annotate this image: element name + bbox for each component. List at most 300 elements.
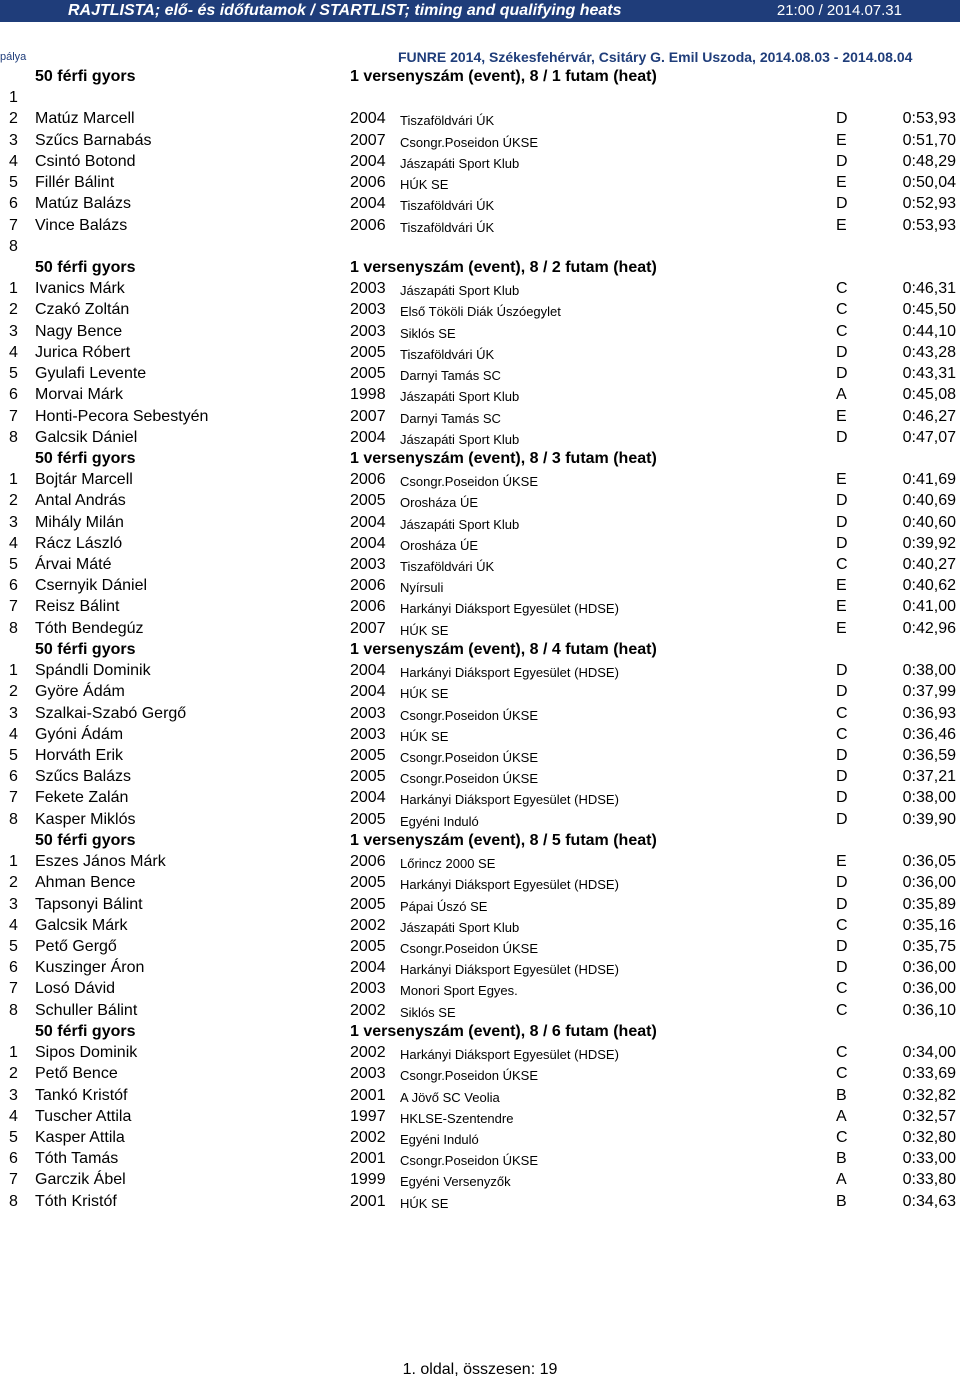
club-name: Harkányi Diáksport Egyesület (HDSE) bbox=[400, 877, 619, 893]
swimmer-name: Morvai Márk bbox=[35, 386, 124, 404]
club-name: Egyéni Induló bbox=[400, 813, 479, 829]
birth-year: 2005 bbox=[350, 937, 386, 955]
entry-time: 0:39,92 bbox=[902, 534, 956, 552]
club-name: A Jövő SC Veolia bbox=[400, 1089, 500, 1105]
club-name: Csongr.Poseidon ÚKSE bbox=[400, 771, 539, 787]
table-row bbox=[0, 1106, 960, 1127]
table-row bbox=[0, 1191, 960, 1212]
swimmer-name: Gyulafi Levente bbox=[35, 365, 147, 383]
age-category: C bbox=[836, 704, 848, 722]
event-name: 50 férfi gyors bbox=[35, 449, 136, 467]
age-category: C bbox=[836, 980, 848, 998]
birth-year: 2004 bbox=[350, 110, 386, 128]
report-title: RAJTLISTA; elő- és időfutamok / STARTLIST; timing and qualifying heats bbox=[68, 2, 622, 19]
club-name: Csongr.Poseidon ÚKSE bbox=[400, 940, 539, 956]
table-row bbox=[0, 575, 960, 596]
lane-number: 2 bbox=[9, 301, 18, 319]
lane-number: 5 bbox=[9, 365, 18, 383]
age-category: E bbox=[836, 131, 847, 149]
birth-year: 2003 bbox=[350, 280, 386, 298]
age-category: D bbox=[836, 365, 848, 383]
entry-time: 0:41,69 bbox=[902, 471, 956, 489]
age-category: C bbox=[836, 1065, 848, 1083]
heat-info: 1 versenyszám (event), 8 / 5 futam (heat) bbox=[350, 831, 657, 849]
report-banner bbox=[0, 0, 960, 22]
swimmer-name: Pető Gergő bbox=[35, 937, 117, 955]
club-name: HÚK SE bbox=[400, 1195, 449, 1211]
entry-time: 0:40,60 bbox=[902, 513, 956, 531]
age-category: A bbox=[836, 1107, 847, 1125]
age-category: D bbox=[836, 662, 848, 680]
entry-time: 0:53,93 bbox=[902, 110, 956, 128]
lane-number: 1 bbox=[9, 89, 18, 107]
birth-year: 2004 bbox=[350, 428, 386, 446]
entry-time: 0:45,50 bbox=[902, 301, 956, 319]
club-name: Csongr.Poseidon ÚKSE bbox=[400, 1153, 539, 1169]
age-category: E bbox=[836, 577, 847, 595]
lane-number: 6 bbox=[9, 959, 18, 977]
age-category: D bbox=[836, 428, 848, 446]
age-category: D bbox=[836, 152, 848, 170]
entry-time: 0:45,08 bbox=[902, 386, 956, 404]
page-footer: 1. oldal, összesen: 19 bbox=[402, 1361, 558, 1378]
swimmer-name: Horváth Erik bbox=[35, 747, 124, 764]
club-name: Jászapáti Sport Klub bbox=[400, 389, 520, 405]
table-row bbox=[0, 215, 960, 236]
swimmer-name: Tankó Kristóf bbox=[35, 1086, 128, 1104]
swimmer-name: Kuszinger Áron bbox=[35, 959, 145, 977]
club-name: Csongr.Poseidon ÚKSE bbox=[400, 707, 539, 723]
lane-number: 4 bbox=[9, 1107, 18, 1125]
age-category: D bbox=[836, 534, 848, 552]
entry-time: 0:50,04 bbox=[902, 174, 956, 192]
age-category: D bbox=[836, 195, 848, 213]
swimmer-name: Matúz Marcell bbox=[35, 110, 135, 128]
swimmer-name: Ahman Bence bbox=[35, 874, 136, 892]
birth-year: 2002 bbox=[350, 916, 386, 934]
age-category: B bbox=[836, 1192, 847, 1210]
club-name: HÚK SE bbox=[400, 686, 449, 702]
swimmer-name: Gyóni Ádám bbox=[35, 725, 124, 743]
birth-year: 2005 bbox=[350, 768, 386, 786]
lane-number: 3 bbox=[9, 1086, 18, 1104]
swimmer-name: Galcsik Márk bbox=[35, 916, 128, 934]
age-category: E bbox=[836, 407, 847, 425]
club-name: Harkányi Diáksport Egyesület (HDSE) bbox=[400, 1047, 619, 1063]
entry-time: 0:36,00 bbox=[902, 980, 956, 998]
heat-info: 1 versenyszám (event), 8 / 4 futam (heat) bbox=[350, 640, 657, 658]
birth-year: 2002 bbox=[350, 1001, 386, 1019]
club-name: Csongr.Poseidon ÚKSE bbox=[400, 1068, 539, 1084]
lane-number: 4 bbox=[9, 343, 18, 361]
table-row bbox=[0, 384, 960, 405]
age-category: D bbox=[836, 874, 848, 892]
heat-info: 1 versenyszám (event), 8 / 1 futam (heat) bbox=[350, 68, 657, 85]
entry-time: 0:33,80 bbox=[902, 1171, 956, 1189]
lane-number: 3 bbox=[9, 322, 18, 340]
lane-number: 1 bbox=[9, 662, 18, 680]
lane-number: 7 bbox=[9, 216, 18, 234]
heat-info: 1 versenyszám (event), 8 / 2 futam (heat) bbox=[350, 258, 657, 276]
club-name: Harkányi Diáksport Egyesület (HDSE) bbox=[400, 792, 619, 808]
age-category: D bbox=[836, 810, 848, 828]
table-row bbox=[0, 1127, 960, 1148]
swimmer-name: Tóth Bendegúz bbox=[35, 619, 144, 637]
table-row bbox=[0, 660, 960, 681]
club-name: Egyéni Versenyzők bbox=[400, 1174, 511, 1190]
club-name: HÚK SE bbox=[400, 728, 449, 744]
entry-time: 0:36,59 bbox=[902, 747, 956, 764]
swimmer-name: Tóth Tamás bbox=[35, 1150, 119, 1168]
lane-number: 6 bbox=[9, 386, 18, 404]
age-category: D bbox=[836, 492, 848, 510]
birth-year: 2003 bbox=[350, 704, 386, 722]
heat-info: 1 versenyszám (event), 8 / 6 futam (heat) bbox=[350, 1022, 657, 1040]
club-name: Jászapáti Sport Klub bbox=[400, 919, 520, 935]
club-name: Siklós SE bbox=[400, 1004, 456, 1020]
table-row bbox=[0, 406, 960, 427]
age-category: D bbox=[836, 343, 848, 361]
swimmer-name: Árvai Máté bbox=[35, 556, 112, 574]
lane-number: 8 bbox=[9, 237, 18, 255]
club-name: Orosháza ÚE bbox=[400, 537, 479, 553]
birth-year: 2004 bbox=[350, 789, 386, 807]
age-category: C bbox=[836, 322, 848, 340]
entry-time: 0:35,16 bbox=[902, 916, 956, 934]
lane-number: 2 bbox=[9, 683, 18, 701]
club-name: Tiszaföldvári ÚK bbox=[400, 346, 495, 362]
entry-time: 0:42,96 bbox=[902, 619, 956, 637]
entry-time: 0:40,69 bbox=[902, 492, 956, 510]
lane-number: 2 bbox=[9, 874, 18, 892]
lane-number: 1 bbox=[9, 853, 18, 871]
heat-header bbox=[0, 257, 960, 278]
birth-year: 2003 bbox=[350, 980, 386, 998]
lane-number: 5 bbox=[9, 556, 18, 574]
birth-year: 2007 bbox=[350, 131, 386, 149]
lane-number: 7 bbox=[9, 407, 18, 425]
table-row bbox=[0, 681, 960, 702]
birth-year: 2007 bbox=[350, 619, 386, 637]
entry-time: 0:35,75 bbox=[902, 937, 956, 955]
swimmer-name: Garczik Ábel bbox=[35, 1171, 126, 1189]
lane-number: 5 bbox=[9, 747, 18, 764]
swimmer-name: Szűcs Balázs bbox=[35, 768, 132, 786]
swimmer-name: Nagy Bence bbox=[35, 322, 123, 340]
table-row bbox=[0, 130, 960, 151]
swimmer-name: Jurica Róbert bbox=[35, 343, 131, 361]
lane-number: 4 bbox=[9, 725, 18, 743]
entry-time: 0:43,28 bbox=[902, 343, 956, 361]
swimmer-name: Losó Dávid bbox=[35, 980, 116, 998]
entry-time: 0:46,31 bbox=[902, 280, 956, 298]
birth-year: 2006 bbox=[350, 853, 386, 871]
birth-year: 2005 bbox=[350, 343, 386, 361]
swimmer-name: Fekete Zalán bbox=[35, 789, 129, 807]
entry-time: 0:41,00 bbox=[902, 598, 956, 616]
swimmer-name: Csintó Botond bbox=[35, 152, 136, 170]
table-row bbox=[0, 1063, 960, 1084]
age-category: C bbox=[836, 301, 848, 319]
birth-year: 2004 bbox=[350, 152, 386, 170]
table-row bbox=[0, 618, 960, 639]
report-timestamp: 21:00 / 2014.07.31 bbox=[776, 2, 902, 19]
club-name: Darnyi Tamás SC bbox=[400, 368, 501, 384]
age-category: B bbox=[836, 1150, 847, 1168]
entry-time: 0:32,80 bbox=[902, 1128, 956, 1146]
table-row bbox=[0, 724, 960, 745]
swimmer-name: Matúz Balázs bbox=[35, 195, 132, 213]
birth-year: 2002 bbox=[350, 1044, 386, 1062]
event-name: 50 férfi gyors bbox=[35, 1022, 136, 1040]
entry-time: 0:51,70 bbox=[902, 131, 956, 149]
birth-year: 2006 bbox=[350, 598, 386, 616]
birth-year: 2004 bbox=[350, 195, 386, 213]
entry-time: 0:48,29 bbox=[902, 152, 956, 170]
swimmer-name: Eszes János Márk bbox=[35, 853, 166, 871]
entry-time: 0:40,27 bbox=[902, 556, 956, 574]
lane-number: 8 bbox=[9, 1001, 18, 1019]
table-row bbox=[0, 787, 960, 808]
lane-number: 6 bbox=[9, 577, 18, 595]
birth-year: 2005 bbox=[350, 810, 386, 828]
table-row bbox=[0, 172, 960, 193]
age-category: C bbox=[836, 280, 848, 298]
lane-number: 6 bbox=[9, 195, 18, 213]
club-name: Csongr.Poseidon ÚKSE bbox=[400, 750, 539, 765]
entry-time: 0:52,93 bbox=[902, 195, 956, 213]
birth-year: 2001 bbox=[350, 1086, 386, 1104]
entry-time: 0:36,00 bbox=[902, 959, 956, 977]
table-row bbox=[0, 363, 960, 384]
age-category: D bbox=[836, 959, 848, 977]
swimmer-name: Honti-Pecora Sebestyén bbox=[35, 407, 209, 425]
entry-time: 0:37,21 bbox=[902, 768, 956, 786]
birth-year: 2006 bbox=[350, 174, 386, 192]
entry-time: 0:32,82 bbox=[902, 1086, 956, 1104]
birth-year: 2006 bbox=[350, 577, 386, 595]
age-category: C bbox=[836, 1044, 848, 1062]
table-row bbox=[0, 851, 960, 872]
entry-time: 0:36,10 bbox=[902, 1001, 956, 1019]
lane-number: 4 bbox=[9, 916, 18, 934]
lane-number: 2 bbox=[9, 110, 18, 128]
birth-year: 2005 bbox=[350, 365, 386, 383]
birth-year: 2004 bbox=[350, 534, 386, 552]
swimmer-name: Tuscher Attila bbox=[35, 1107, 132, 1125]
heat-header bbox=[0, 639, 960, 660]
event-name: 50 férfi gyors bbox=[35, 640, 136, 658]
age-category: C bbox=[836, 1128, 848, 1146]
club-name: Jászapáti Sport Klub bbox=[400, 431, 520, 447]
table-row bbox=[0, 554, 960, 575]
age-category: E bbox=[836, 619, 847, 637]
birth-year: 2003 bbox=[350, 1065, 386, 1083]
age-category: D bbox=[836, 789, 848, 807]
age-category: D bbox=[836, 683, 848, 701]
swimmer-name: Czakó Zoltán bbox=[35, 301, 130, 319]
swimmer-name: Reisz Bálint bbox=[35, 598, 120, 616]
birth-year: 2001 bbox=[350, 1150, 386, 1168]
swimmer-name: Sipos Dominik bbox=[35, 1044, 138, 1062]
club-name: Monori Sport Egyes. bbox=[400, 983, 518, 999]
age-category: E bbox=[836, 216, 847, 234]
entry-time: 0:33,00 bbox=[902, 1150, 956, 1168]
entry-time: 0:36,46 bbox=[902, 725, 956, 743]
age-category: E bbox=[836, 174, 847, 192]
club-name: Tiszaföldvári ÚK bbox=[400, 113, 495, 129]
club-name: Jászapáti Sport Klub bbox=[400, 516, 520, 532]
table-row bbox=[0, 299, 960, 320]
swimmer-name: Pető Bence bbox=[35, 1065, 118, 1083]
club-name: Siklós SE bbox=[400, 325, 456, 341]
club-name: HÚK SE bbox=[400, 622, 449, 638]
club-name: Lőrincz 2000 SE bbox=[400, 856, 496, 872]
club-name: Harkányi Diáksport Egyesület (HDSE) bbox=[400, 665, 619, 681]
birth-year: 2003 bbox=[350, 301, 386, 319]
lane-number: 1 bbox=[9, 471, 18, 489]
lane-number: 3 bbox=[9, 131, 18, 149]
entry-time: 0:34,00 bbox=[902, 1044, 956, 1062]
heat-header bbox=[0, 1021, 960, 1042]
heat-header bbox=[0, 66, 960, 87]
startlist-table bbox=[0, 66, 960, 1212]
age-category: D bbox=[836, 747, 848, 764]
event-name: 50 férfi gyors bbox=[35, 258, 136, 276]
club-name: Csongr.Poseidon ÚKSE bbox=[400, 134, 539, 150]
lane-number: 5 bbox=[9, 174, 18, 192]
swimmer-name: Rácz László bbox=[35, 534, 123, 552]
event-name: 50 férfi gyors bbox=[35, 831, 136, 849]
lane-number: 1 bbox=[9, 1044, 18, 1062]
entry-time: 0:40,62 bbox=[902, 577, 956, 595]
table-row bbox=[0, 936, 960, 957]
swimmer-name: Fillér Bálint bbox=[35, 174, 115, 192]
lane-number: 8 bbox=[9, 428, 18, 446]
heat-header bbox=[0, 448, 960, 469]
table-row bbox=[0, 1000, 960, 1021]
lane-number: 8 bbox=[9, 1192, 18, 1210]
age-category: A bbox=[836, 1171, 847, 1189]
birth-year: 2003 bbox=[350, 725, 386, 743]
entry-time: 0:35,89 bbox=[902, 895, 956, 913]
swimmer-name: Kasper Attila bbox=[35, 1128, 125, 1146]
age-category: B bbox=[836, 1086, 847, 1104]
meet-info: FUNRE 2014, Székesfehérvár, Csitáry G. Emil Uszoda, 2014.08.03 - 2014.08.04 bbox=[398, 49, 913, 65]
club-name: Tiszaföldvári ÚK bbox=[400, 219, 495, 235]
swimmer-name: Kasper Miklós bbox=[35, 810, 136, 828]
swimmer-name: Spándli Dominik bbox=[35, 662, 151, 680]
table-row bbox=[0, 1169, 960, 1190]
club-name: Orosháza ÚE bbox=[400, 495, 479, 511]
table-row bbox=[0, 872, 960, 893]
table-row bbox=[0, 490, 960, 511]
lane-number: 2 bbox=[9, 492, 18, 510]
club-name: Tiszaföldvári ÚK bbox=[400, 559, 495, 575]
table-row bbox=[0, 978, 960, 999]
swimmer-name: Szalkai-Szabó Gergő bbox=[35, 704, 187, 722]
entry-time: 0:47,07 bbox=[902, 428, 956, 446]
swimmer-name: Bojtár Marcell bbox=[35, 471, 133, 489]
table-row bbox=[0, 236, 960, 257]
club-name: Első Tököli Diák Úszóegylet bbox=[400, 304, 561, 320]
club-name: Nyírsuli bbox=[400, 580, 444, 596]
swimmer-name: Györe Ádám bbox=[35, 683, 125, 701]
birth-year: 2004 bbox=[350, 513, 386, 531]
club-name: Harkányi Diáksport Egyesület (HDSE) bbox=[400, 601, 619, 617]
table-row bbox=[0, 957, 960, 978]
entry-time: 0:43,31 bbox=[902, 365, 956, 383]
age-category: D bbox=[836, 768, 848, 786]
table-row bbox=[0, 321, 960, 342]
birth-year: 2004 bbox=[350, 662, 386, 680]
birth-year: 2005 bbox=[350, 747, 386, 764]
birth-year: 2003 bbox=[350, 322, 386, 340]
age-category: E bbox=[836, 471, 847, 489]
birth-year: 2004 bbox=[350, 959, 386, 977]
table-row bbox=[0, 151, 960, 172]
heat-info: 1 versenyszám (event), 8 / 3 futam (heat) bbox=[350, 449, 657, 467]
birth-year: 2005 bbox=[350, 492, 386, 510]
lane-number: 5 bbox=[9, 937, 18, 955]
club-name: Egyéni Induló bbox=[400, 1131, 479, 1147]
swimmer-name: Vince Balázs bbox=[35, 216, 128, 234]
table-row bbox=[0, 915, 960, 936]
table-row bbox=[0, 1042, 960, 1063]
entry-time: 0:53,93 bbox=[902, 216, 956, 234]
lane-number: 4 bbox=[9, 152, 18, 170]
lane-number: 5 bbox=[9, 1128, 18, 1146]
entry-time: 0:37,99 bbox=[902, 683, 956, 701]
table-row bbox=[0, 469, 960, 490]
entry-time: 0:38,00 bbox=[902, 662, 956, 680]
table-row bbox=[0, 745, 960, 766]
age-category: D bbox=[836, 110, 848, 128]
heat-header bbox=[0, 830, 960, 851]
entry-time: 0:34,63 bbox=[902, 1192, 956, 1210]
entry-time: 0:32,57 bbox=[902, 1107, 956, 1125]
age-category: E bbox=[836, 853, 847, 871]
birth-year: 2006 bbox=[350, 471, 386, 489]
table-row bbox=[0, 427, 960, 448]
club-name: Jászapáti Sport Klub bbox=[400, 283, 520, 299]
birth-year: 2005 bbox=[350, 874, 386, 892]
table-row bbox=[0, 512, 960, 533]
table-row bbox=[0, 342, 960, 363]
club-name: HÚK SE bbox=[400, 177, 449, 193]
lane-number: 3 bbox=[9, 704, 18, 722]
birth-year: 2007 bbox=[350, 407, 386, 425]
lane-number: 6 bbox=[9, 768, 18, 786]
lane-number: 7 bbox=[9, 1171, 18, 1189]
table-row bbox=[0, 596, 960, 617]
table-row bbox=[0, 108, 960, 129]
club-name: Tiszaföldvári ÚK bbox=[400, 198, 495, 214]
club-name: Darnyi Tamás SC bbox=[400, 410, 501, 426]
birth-year: 2002 bbox=[350, 1128, 386, 1146]
age-category: E bbox=[836, 598, 847, 616]
entry-time: 0:36,05 bbox=[902, 853, 956, 871]
table-row bbox=[0, 766, 960, 787]
table-row bbox=[0, 809, 960, 830]
lane-number: 2 bbox=[9, 1065, 18, 1083]
lane-number: 7 bbox=[9, 980, 18, 998]
table-row bbox=[0, 278, 960, 299]
age-category: D bbox=[836, 513, 848, 531]
event-name: 50 férfi gyors bbox=[35, 68, 136, 85]
age-category: D bbox=[836, 937, 848, 955]
lane-number: 3 bbox=[9, 513, 18, 531]
